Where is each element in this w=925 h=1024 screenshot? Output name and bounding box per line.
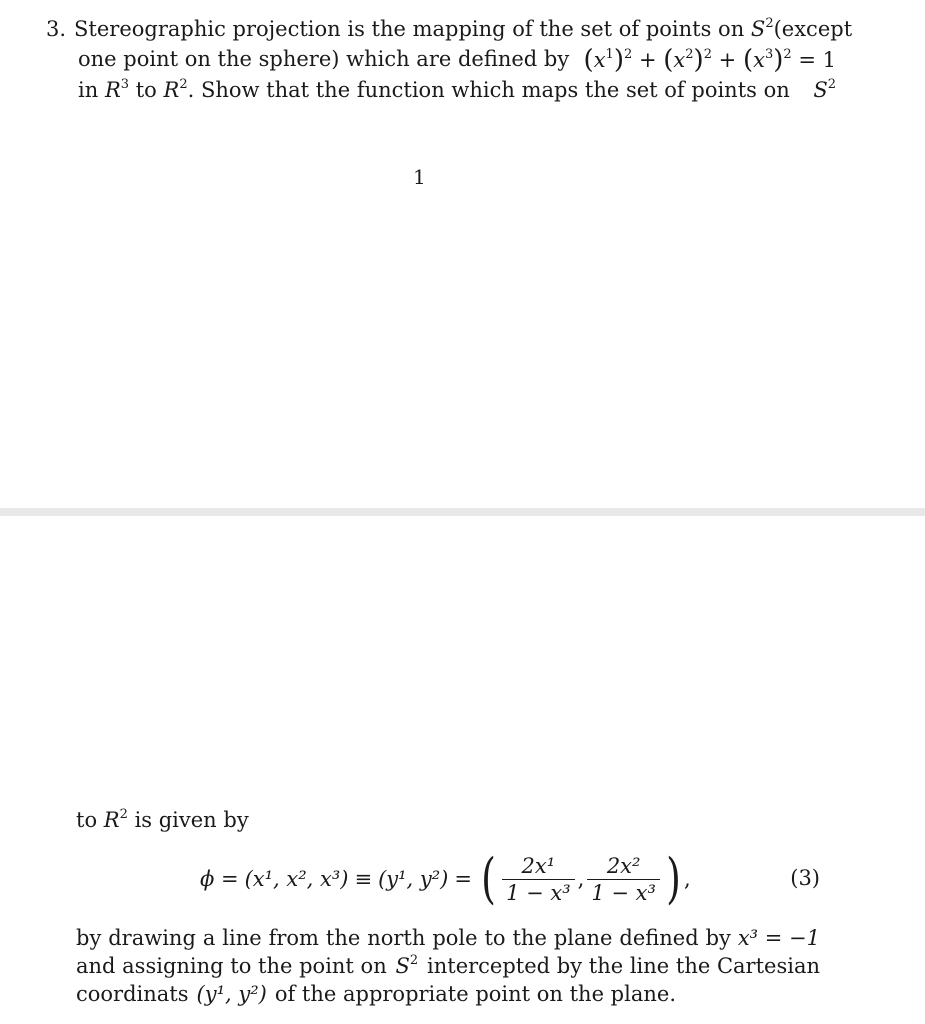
continuation-line: to $R^2$ is given by: [76, 807, 249, 832]
problem-line-3: in $R^3$ to $R^2$. Show that the function which maps the set of points on $S^2$: [78, 77, 836, 102]
equation-label: (3): [790, 866, 820, 890]
y-tuple: (y¹, y²): [378, 867, 449, 891]
page-top: [0, 0, 925, 508]
r2-symbol: R: [163, 78, 180, 102]
sphere-exponent: 2: [765, 16, 774, 31]
equation-3: [200, 846, 820, 912]
problem-line-2: [46, 44, 836, 75]
problem-line-1-text: Stereographic projection is the mapping of the set of points on: [74, 17, 745, 41]
plane-equation: x³ = −1: [737, 926, 820, 950]
problem-line-2-text: one point on the sphere) which are defined by: [78, 47, 570, 71]
page-number: 1: [413, 165, 426, 189]
paragraph-line-3: coordinats (y¹, y²) of the appropriate point on the plane.: [76, 982, 676, 1006]
paragraph-line-1: by drawing a line from the north pole to the plane defined by x³ = −1: [76, 926, 820, 950]
sphere-equation: $(x^1)^2 + (x^2)^2 + (x^3)^2 = 1$: [583, 45, 836, 75]
equation-body: ϕ = (x¹, x², x³) ≡ (y¹, y²) = ( $\frac{\text{2x¹}}{\text{1 − x³}}$ , $\frac{\text{2x²}}{\text{1 − x³}}$ ) ,: [200, 847, 691, 910]
problem-line-3-text: . Show that the function which maps the set of points on: [187, 78, 790, 102]
fraction-1: $\frac{\text{2x¹}}{\text{1 − x³}}$: [502, 853, 575, 906]
x-tuple: (x¹, x², x³): [244, 867, 349, 891]
fraction-2: $\frac{\text{2x²}}{\text{1 − x³}}$: [587, 853, 660, 906]
sphere-symbol: S: [750, 17, 766, 41]
problem-statement: [46, 14, 853, 105]
problem-number: 3.: [46, 17, 67, 41]
paragraph-line-2: and assigning to the point on $S^2$ intercepted by the line the Cartesian: [76, 953, 820, 978]
explanation-paragraph: [76, 924, 820, 1008]
equiv-sign: ≡: [354, 867, 373, 891]
problem-line-1: [46, 14, 853, 44]
r3-symbol: R: [104, 78, 121, 102]
problem-line-1-tail: (except: [773, 17, 853, 41]
right-paren: ): [666, 847, 681, 910]
phi-symbol: ϕ =: [200, 867, 239, 891]
left-paren: (: [481, 847, 496, 910]
page-separator: [0, 508, 925, 516]
